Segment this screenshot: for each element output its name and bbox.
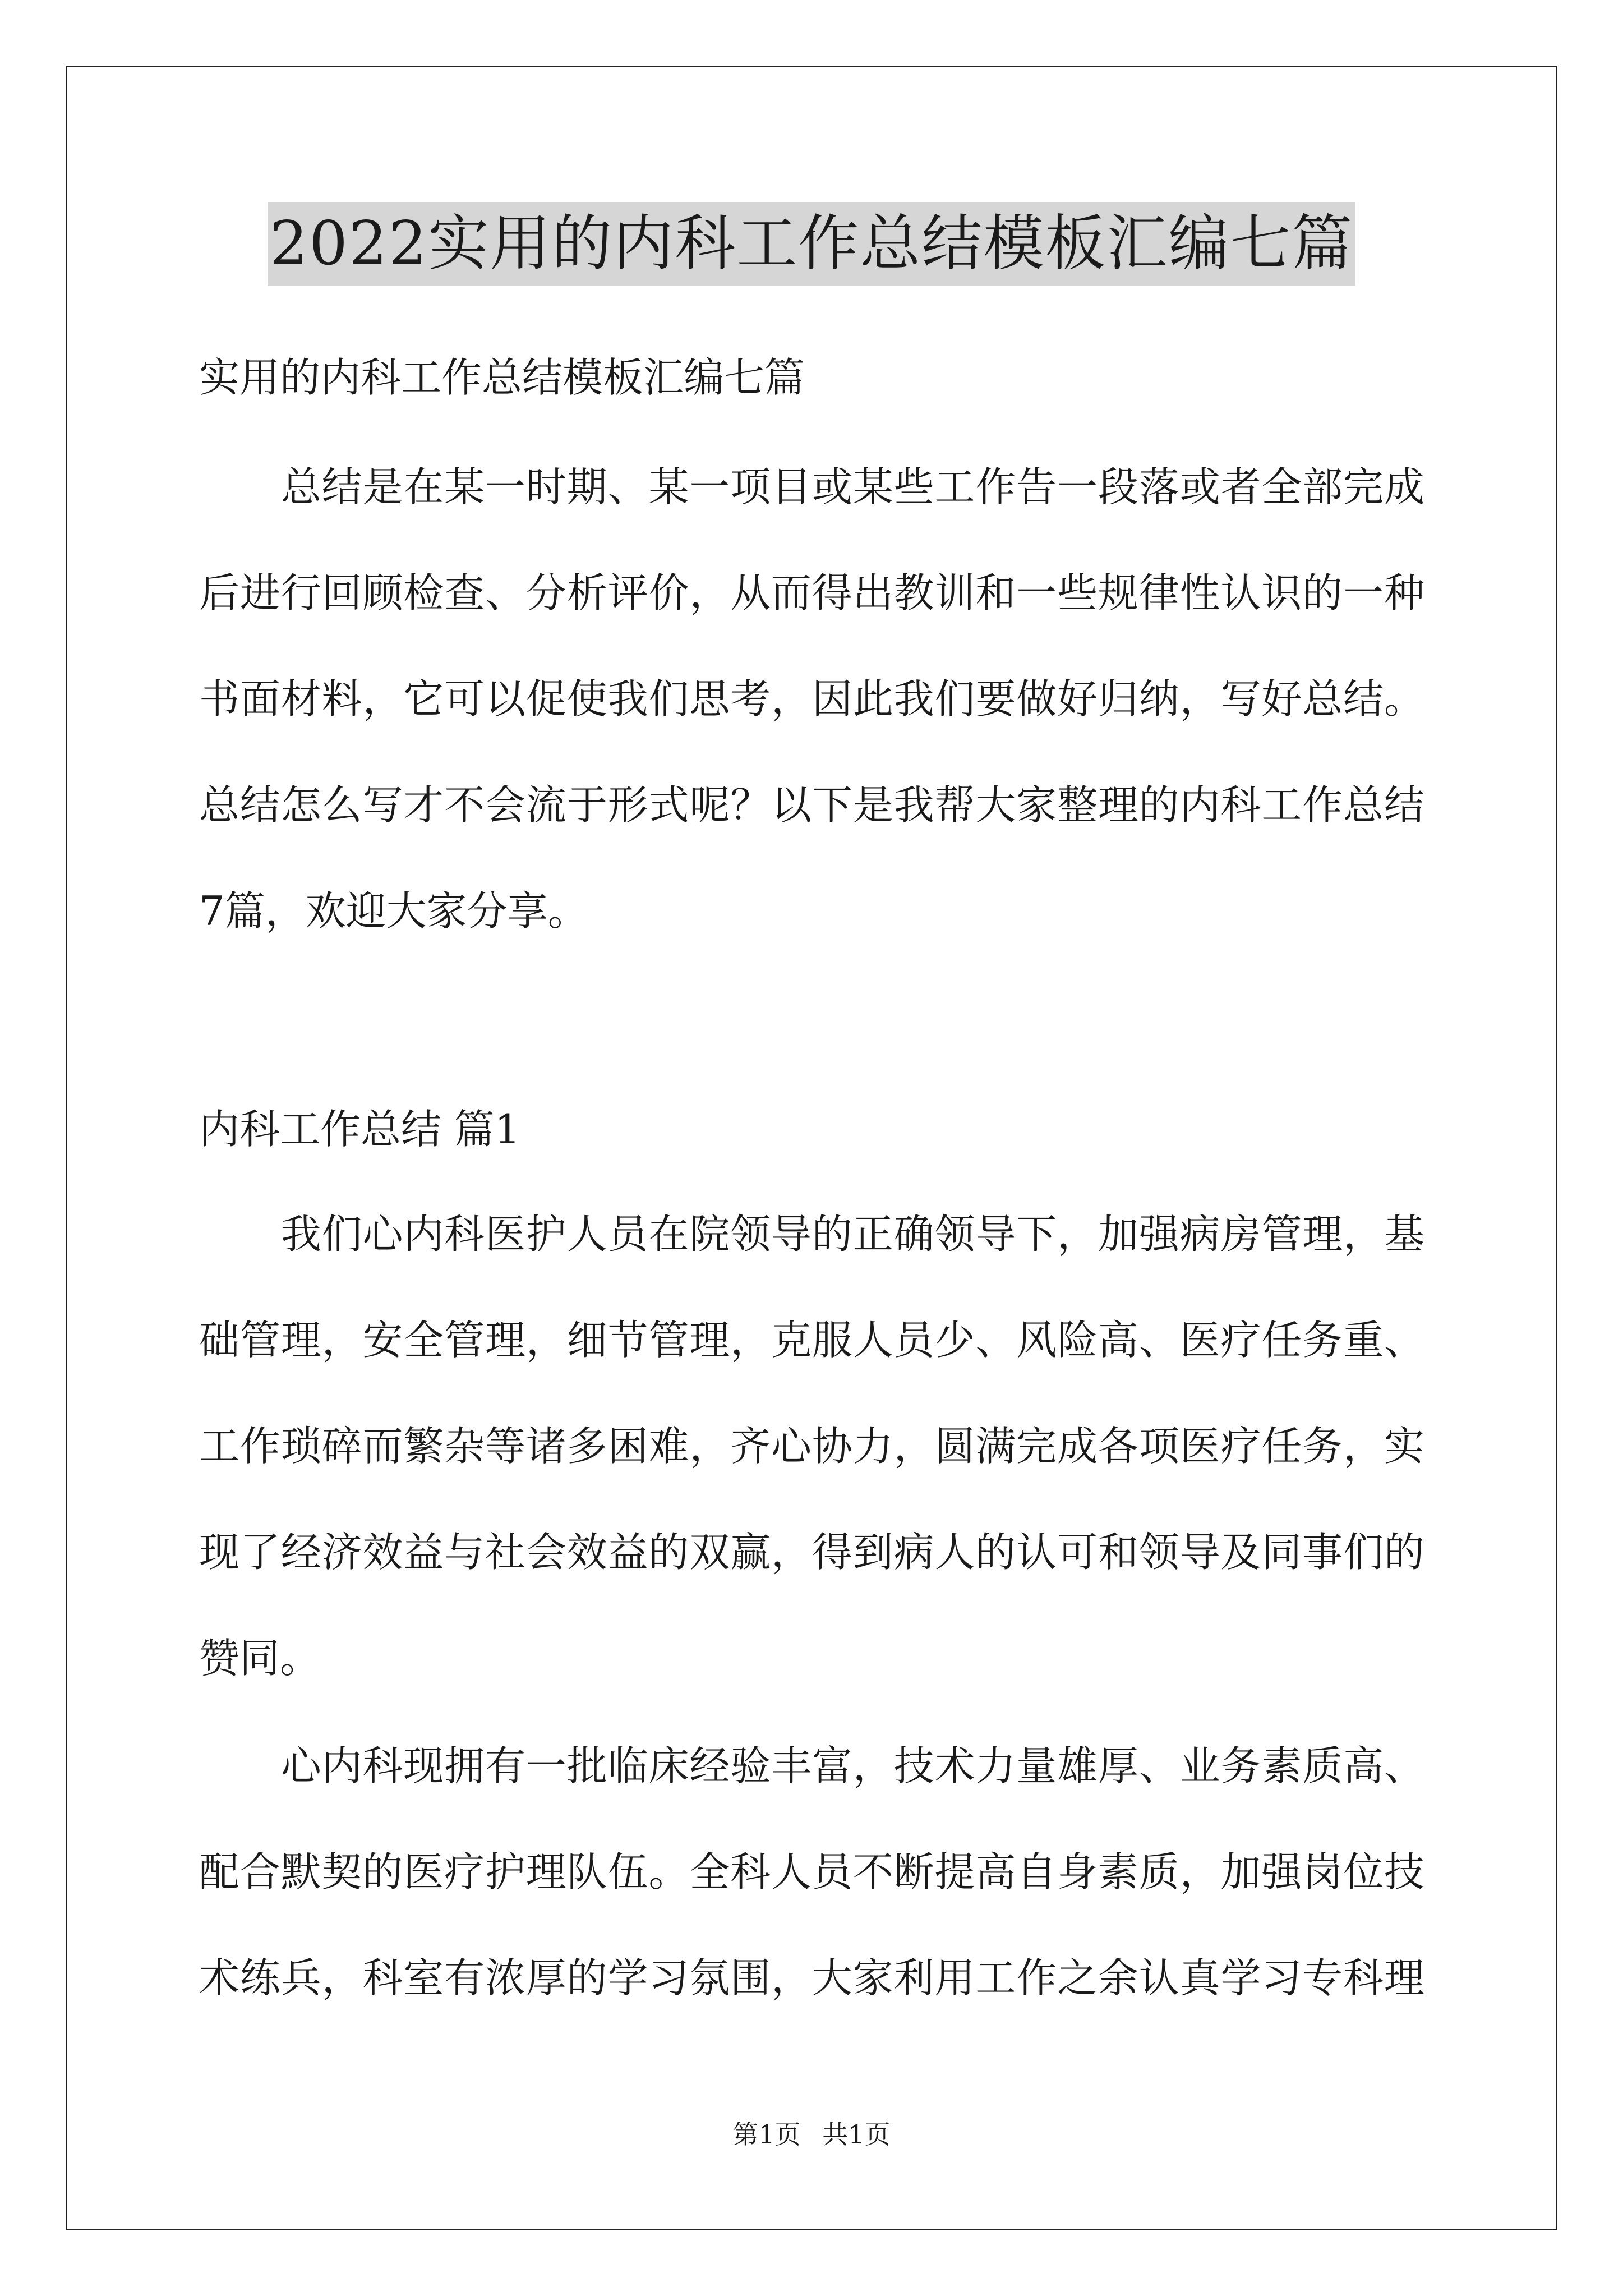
paragraph-line: 现了经济效益与社会效益的双赢，得到病人的认可和领导及同事们的 (199, 1529, 1424, 1576)
paragraph-line: 础管理，安全管理，细节管理，克服人员少、风险高、医疗任务重、 (199, 1317, 1424, 1364)
intro-line: 书面材料，它可以促使我们思考，因此我们要做好归纳，写好总结。 (199, 675, 1424, 723)
subtitle: 实用的内科工作总结模板汇编七篇 (199, 354, 805, 401)
paragraph-line: 心内科现拥有一批临床经验丰富，技术力量雄厚、业务素质高、 (199, 1742, 1424, 1789)
intro-line: 7篇，欢迎大家分享。 (199, 887, 588, 935)
paragraph-line: 赞同。 (199, 1635, 321, 1682)
title-container (0, 202, 1623, 286)
paragraph-line: 配合默契的医疗护理队伍。全科人员不断提高自身素质，加强岗位技 (199, 1848, 1424, 1895)
intro-line: 总结是在某一时期、某一项目或某些工作告一段落或者全部完成 (199, 463, 1424, 510)
intro-line: 总结怎么写才不会流于形式呢？以下是我帮大家整理的内科工作总结 (199, 781, 1424, 829)
paragraph-line: 我们心内科医护人员在院领导的正确领导下，加强病房管理，基 (199, 1211, 1424, 1258)
paragraph-line: 术练兵，科室有浓厚的学习氛围，大家利用工作之余认真学习专科理 (199, 1954, 1424, 2001)
paragraph-line: 工作琐碎而繁杂等诸多困难，齐心协力，圆满完成各项医疗任务，实 (199, 1423, 1424, 1470)
page-footer: 第1页 共1页 (732, 2119, 891, 2150)
document-title: 2022实用的内科工作总结模板汇编七篇 (268, 202, 1356, 286)
section-heading: 内科工作总结 篇1 (199, 1106, 520, 1153)
intro-line: 后进行回顾检查、分析评价，从而得出教训和一些规律性认识的一种 (199, 569, 1424, 616)
